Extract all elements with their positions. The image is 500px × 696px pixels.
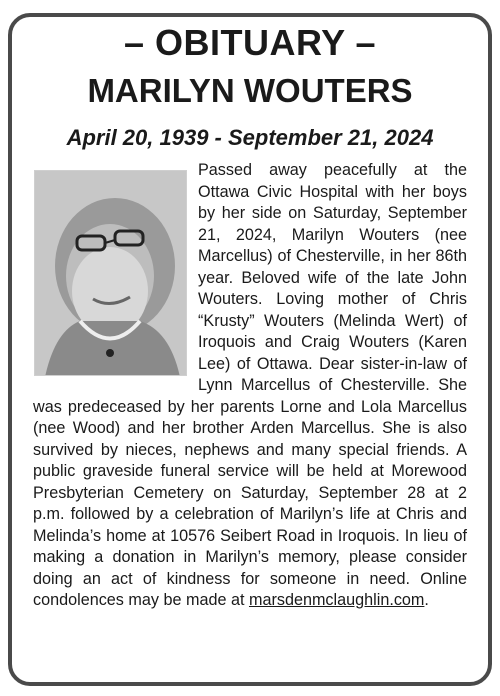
life-dates: April 20, 1939 - September 21, 2024 <box>66 125 434 150</box>
obituary-end: . <box>424 591 429 609</box>
obituary-body <box>33 160 467 612</box>
photo-spacer <box>33 160 198 386</box>
obituary-label: – OBITUARY – <box>123 22 377 63</box>
obituary-text: Passed away peacefully at the Ottawa Civic Hospital with her boys by her side on Saturday, September 21, 2024, Marilyn Wouters (nee Marcellus) of Chesterville, in her 86th year. Beloved wife of the late John Wouters. Loving mother of Chris “Krusty” Wouters (Melinda Wert) of Iroquois and Craig Wouters (Karen Lee) of Ottawa. Dear sister-in-law of Lynn Marcellus of Chesterville. She was predeceased by her parents Lorne and Lola Marcellus (nee Wood) and her brother Arden Marcellus. She is also survived by nieces, nephews and many special friends. A public graveside funeral service will be held at Morewood Presbyterian Cemetery on Saturday, September 28 at 2 p.m. followed by a celebration of Marilyn’s life at Chris and Melinda’s home at 10576 Seibert Road in Iroquois. In lieu of making a donation in Marilyn’s memory, please consider doing an act of kindness for someone in need. Online condolences may be made at <box>33 161 467 609</box>
condolences-link[interactable]: marsdenmclaughlin.com <box>248 591 425 609</box>
deceased-name: MARILYN WOUTERS <box>87 72 413 109</box>
